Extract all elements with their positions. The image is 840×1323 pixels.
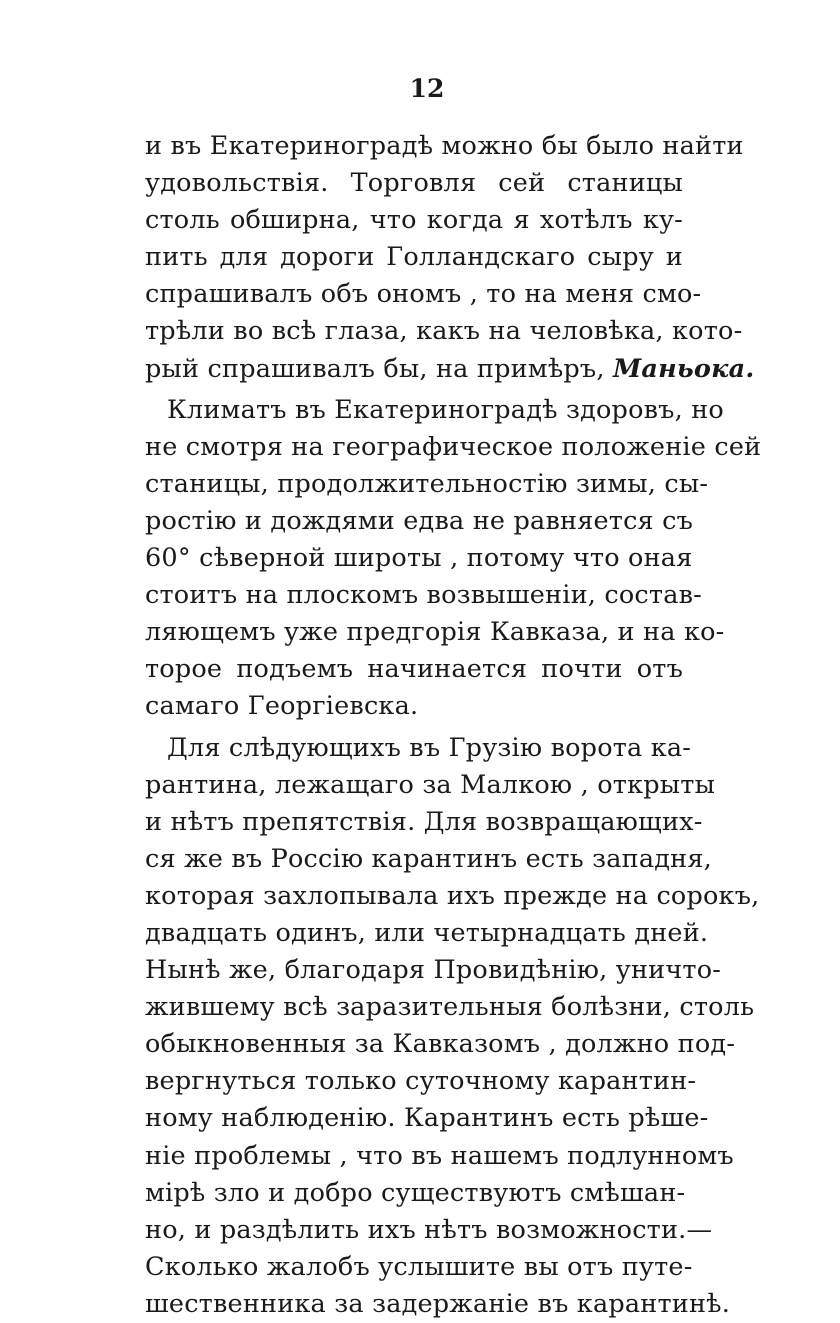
paragraph-3 [145, 730, 683, 1323]
text-line: Сколько жалобъ услышите вы отъ путе- [145, 1249, 683, 1286]
text-line: столь обширна, что когда я хотѣлъ ку- [145, 202, 683, 239]
text-line: и въ Екатериноградѣ можно бы было найти [145, 128, 683, 165]
text-line-prefix: рый спрашивалъ бы, на примѣръ, [145, 354, 613, 384]
text-line: двадцать одинъ, или четырнадцать дней. [145, 915, 683, 952]
text-line: шественника за задержаніе въ карантинѣ. [145, 1286, 683, 1323]
text-line: торое подъемъ начинается почти отъ [145, 651, 683, 688]
text-line: ніе проблемы , что въ нашемъ подлунномъ [145, 1138, 683, 1175]
page-number: 12 [0, 74, 840, 103]
text-line: самаго Георгіевска. [145, 688, 683, 725]
text-line: спрашивалъ объ ономъ , то на меня смо- [145, 276, 683, 313]
text-line: не смотря на географическое положеніе сей [145, 429, 683, 466]
text-line: ся же въ Россію карантинъ есть западня, [145, 841, 683, 878]
paragraph-1 [145, 128, 683, 388]
text-line: ляющемъ уже предгорія Кавказа, и на ко- [145, 614, 683, 651]
text-line: стоитъ на плоскомъ возвышеніи, состав- [145, 577, 683, 614]
text-line: жившему всѣ заразительныя болѣзни, столь [145, 989, 683, 1026]
text-line: рантина, лежащаго за Малкою , открыты [145, 767, 683, 804]
body-text [145, 128, 683, 1323]
text-line: которая захлопывала ихъ прежде на сорокъ, [145, 878, 683, 915]
text-line: мірѣ зло и добро существуютъ смѣшан- [145, 1175, 683, 1212]
text-line: Нынѣ же, благодаря Провидѣнію, уничто- [145, 952, 683, 989]
paragraph-2 [145, 392, 683, 726]
text-line: и нѣтъ препятствія. Для возвращающих- [145, 804, 683, 841]
text-line: Для слѣдующихъ въ Грузію ворота ка- [145, 730, 683, 767]
text-line: пить для дороги Голландскаго сыру и [145, 239, 683, 276]
text-line: 60° сѣверной широты , потому что оная [145, 540, 683, 577]
text-line: ному наблюденію. Карантинъ есть рѣше- [145, 1100, 683, 1137]
italic-word: Маньока. [613, 354, 754, 384]
text-line: трѣли во всѣ глаза, какъ на человѣка, кото- [145, 313, 683, 350]
text-line: вергнуться только суточному карантин- [145, 1063, 683, 1100]
text-line: станицы, продолжительностію зимы, сы- [145, 466, 683, 503]
text-line [145, 351, 683, 388]
text-line: ростію и дождями едва не равняется съ [145, 503, 683, 540]
text-line: Климатъ въ Екатериноградѣ здоровъ, но [145, 392, 683, 429]
text-line: удовольствія. Торговля сей станицы [145, 165, 683, 202]
text-line: но, и раздѣлить ихъ нѣтъ возможности.— [145, 1212, 683, 1249]
text-line: обыкновенныя за Кавказомъ , должно под- [145, 1026, 683, 1063]
